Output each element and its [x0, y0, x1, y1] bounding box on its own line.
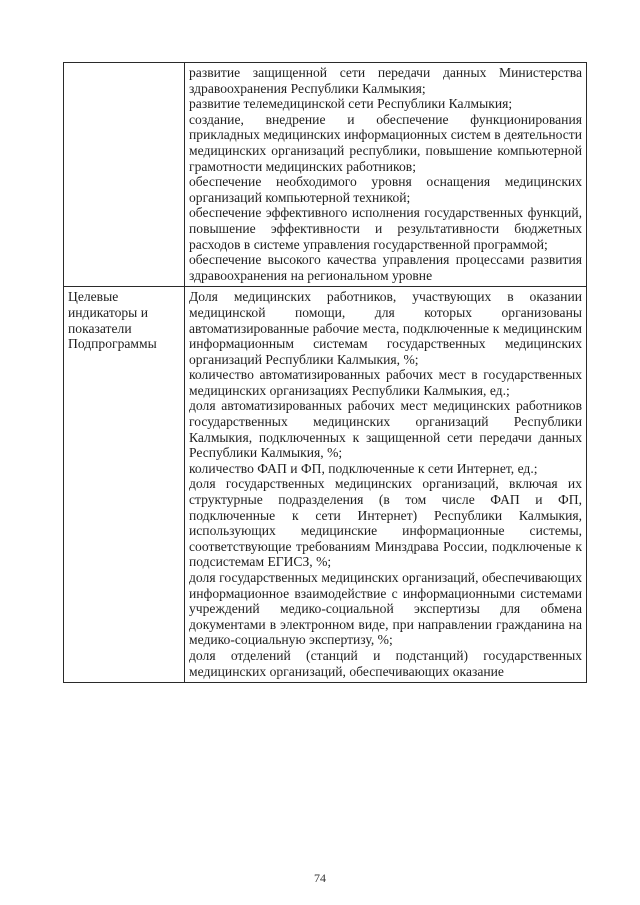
- indicator-paragraph: Доля медицинских работников, участвующих в оказании медицинской помощи, для которых организованы автоматизированные рабочие места, подключенные к медицинским информационным системам государственных медицинских организаций Республики Калмыкия, %;: [189, 289, 582, 367]
- indicator-paragraph: доля государственных медицинских организаций, обеспечивающих информационное взаимодействие с информационными системами учреждений медико-социальной экспертизы для обмена документами в электронном виде, при направлении гражданина на медико-социальную экспертизу, %;: [189, 570, 582, 648]
- subprogram-passport-table: [63, 62, 587, 683]
- task-paragraph: создание, внедрение и обеспечение функционирования прикладных медицинских информационных систем в деятельности медицинских организаций республики, повышение компьютерной грамотности медицинских работников;: [189, 111, 582, 174]
- task-paragraph: обеспечение эффективного исполнения государственных функций, повышение эффективности и результативности бюджетных расходов в системе управления государственной программой;: [189, 205, 582, 252]
- task-paragraph: обеспечение необходимого уровня оснащения медицинских организаций компьютерной техникой;: [189, 174, 582, 205]
- row-label-empty: [64, 63, 185, 287]
- row-label-indicators: Целевые индикаторы и показатели Подпрограммы: [64, 287, 185, 683]
- indicator-paragraph: доля отделений (станций и подстанций) государственных медицинских организаций, обеспечивающих оказание: [189, 647, 582, 679]
- indicators-cell: [185, 287, 587, 683]
- indicator-paragraph: количество автоматизированных рабочих мест в государственных медицинских организациях Республики Калмыкия, ед.;: [189, 367, 582, 398]
- task-paragraph: обеспечение высокого качества управления процессами развития здравоохранения на региональном уровне: [189, 252, 582, 283]
- task-paragraph: развитие телемедицинской сети Республики Калмыкия;: [189, 96, 513, 112]
- indicator-paragraph: количество ФАП и ФП, подключенные к сети Интернет, ед.;: [189, 460, 538, 476]
- page-number: 74: [314, 871, 326, 885]
- table-row-tasks: [64, 63, 587, 287]
- tasks-cell: [185, 63, 587, 287]
- indicator-paragraph: доля государственных медицинских организаций, включая их структурные подразделения (в том числе ФАП и ФП, подключенные к сети Интернет) Республики Калмыкия, использующих медицинские информационные системы, соответствующие требованиям Минздрава России, подключеные к подсистемам ЕГИСЗ, %;: [189, 476, 582, 570]
- table-row-indicators: [64, 287, 587, 683]
- task-paragraph: развитие защищенной сети передачи данных Министерства здравоохранения Республики Калмыкия;: [189, 65, 582, 96]
- indicator-paragraph: доля автоматизированных рабочих мест медицинских работников государственных медицинских организаций Республики Калмыкия, подключенных к защищенной сети передачи данных Республики Калмыкия, %;: [189, 398, 582, 461]
